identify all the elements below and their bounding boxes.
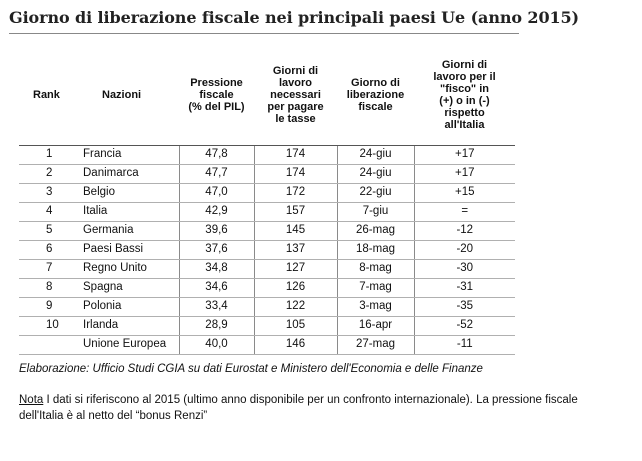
cell-liberazione: 16-apr <box>337 316 414 335</box>
cell-rank: 8 <box>19 278 80 297</box>
cell-pressione: 47,7 <box>179 164 254 183</box>
cell-pressione: 28,9 <box>179 316 254 335</box>
cell-liberazione: 7-giu <box>337 202 414 221</box>
header-giorno-liberazione: Giorno di liberazione fiscale <box>337 46 414 145</box>
header-pressione: Pressione fiscale (% del PIL) <box>179 46 254 145</box>
cell-rank: 2 <box>19 164 80 183</box>
cell-nazione: Regno Unito <box>80 259 179 278</box>
cell-rank: 7 <box>19 259 80 278</box>
cell-differenza: -35 <box>414 297 515 316</box>
cell-liberazione: 26-mag <box>337 221 414 240</box>
title-divider <box>9 33 519 34</box>
header-giorni-lavoro: Giorni di lavoro necessari per pagare le tasse <box>254 46 337 145</box>
cell-differenza: +15 <box>414 183 515 202</box>
cell-differenza: -31 <box>414 278 515 297</box>
cell-giorni: 137 <box>254 240 337 259</box>
cell-liberazione: 7-mag <box>337 278 414 297</box>
cell-nazione: Francia <box>80 145 179 164</box>
table-body <box>19 145 515 354</box>
footnote <box>19 392 619 424</box>
cell-pressione: 40,0 <box>179 335 254 354</box>
cell-liberazione: 24-giu <box>337 164 414 183</box>
cell-pressione: 42,9 <box>179 202 254 221</box>
table-row <box>19 278 515 297</box>
cell-differenza: -52 <box>414 316 515 335</box>
cell-giorni: 105 <box>254 316 337 335</box>
cell-pressione: 34,6 <box>179 278 254 297</box>
table-row <box>19 145 515 164</box>
cell-liberazione: 8-mag <box>337 259 414 278</box>
cell-pressione: 39,6 <box>179 221 254 240</box>
cell-giorni: 174 <box>254 145 337 164</box>
cell-pressione: 37,6 <box>179 240 254 259</box>
cell-nazione: Belgio <box>80 183 179 202</box>
table-row <box>19 202 515 221</box>
cell-liberazione: 18-mag <box>337 240 414 259</box>
cell-differenza: -12 <box>414 221 515 240</box>
cell-nazione: Germania <box>80 221 179 240</box>
cell-rank: 5 <box>19 221 80 240</box>
cell-nazione: Irlanda <box>80 316 179 335</box>
cell-pressione: 47,0 <box>179 183 254 202</box>
cell-liberazione: 22-giu <box>337 183 414 202</box>
cell-giorni: 122 <box>254 297 337 316</box>
cell-differenza: -11 <box>414 335 515 354</box>
table-row <box>19 335 515 354</box>
table-header <box>19 46 515 145</box>
cell-giorni: 145 <box>254 221 337 240</box>
table-row <box>19 259 515 278</box>
cell-giorni: 172 <box>254 183 337 202</box>
table-row <box>19 240 515 259</box>
cell-rank <box>19 335 80 354</box>
cell-pressione: 33,4 <box>179 297 254 316</box>
cell-giorni: 146 <box>254 335 337 354</box>
cell-rank: 3 <box>19 183 80 202</box>
table-row <box>19 316 515 335</box>
cell-rank: 6 <box>19 240 80 259</box>
cell-pressione: 34,8 <box>179 259 254 278</box>
cell-differenza: -30 <box>414 259 515 278</box>
cell-nazione: Spagna <box>80 278 179 297</box>
cell-giorni: 157 <box>254 202 337 221</box>
cell-giorni: 127 <box>254 259 337 278</box>
cell-nazione: Unione Europea <box>80 335 179 354</box>
cell-giorni: 126 <box>254 278 337 297</box>
cell-rank: 9 <box>19 297 80 316</box>
cell-liberazione: 3-mag <box>337 297 414 316</box>
cell-differenza: -20 <box>414 240 515 259</box>
table-row <box>19 164 515 183</box>
document-title: Giorno di liberazione fiscale nei principali paesi Ue (anno 2015) <box>9 8 580 27</box>
cell-nazione: Paesi Bassi <box>80 240 179 259</box>
header-differenza-italia: Giorni di lavoro per il "fisco" in (+) o in (-) rispetto all'Italia <box>414 46 515 145</box>
table-row <box>19 183 515 202</box>
fiscal-liberation-table <box>19 46 515 355</box>
cell-nazione: Italia <box>80 202 179 221</box>
cell-liberazione: 24-giu <box>337 145 414 164</box>
cell-nazione: Danimarca <box>80 164 179 183</box>
cell-differenza: +17 <box>414 145 515 164</box>
cell-giorni: 174 <box>254 164 337 183</box>
cell-rank: 1 <box>19 145 80 164</box>
table-row <box>19 297 515 316</box>
header-rank: Rank <box>19 46 80 145</box>
cell-rank: 10 <box>19 316 80 335</box>
cell-differenza: = <box>414 202 515 221</box>
source-credit: Elaborazione: Ufficio Studi CGIA su dati Eurostat e Ministero dell'Economia e delle Finanze <box>19 363 483 375</box>
cell-differenza: +17 <box>414 164 515 183</box>
cell-rank: 4 <box>19 202 80 221</box>
header-nazioni: Nazioni <box>80 46 179 145</box>
table-row <box>19 221 515 240</box>
cell-liberazione: 27-mag <box>337 335 414 354</box>
cell-nazione: Polonia <box>80 297 179 316</box>
cell-pressione: 47,8 <box>179 145 254 164</box>
header-row <box>19 46 515 145</box>
footnote-text: I dati si riferiscono al 2015 (ultimo anno disponibile per un confronto internazionale). La pressione fiscale dell'Italia è al netto del “bonus Renzi” <box>19 394 578 422</box>
footnote-label: Nota <box>19 394 44 406</box>
